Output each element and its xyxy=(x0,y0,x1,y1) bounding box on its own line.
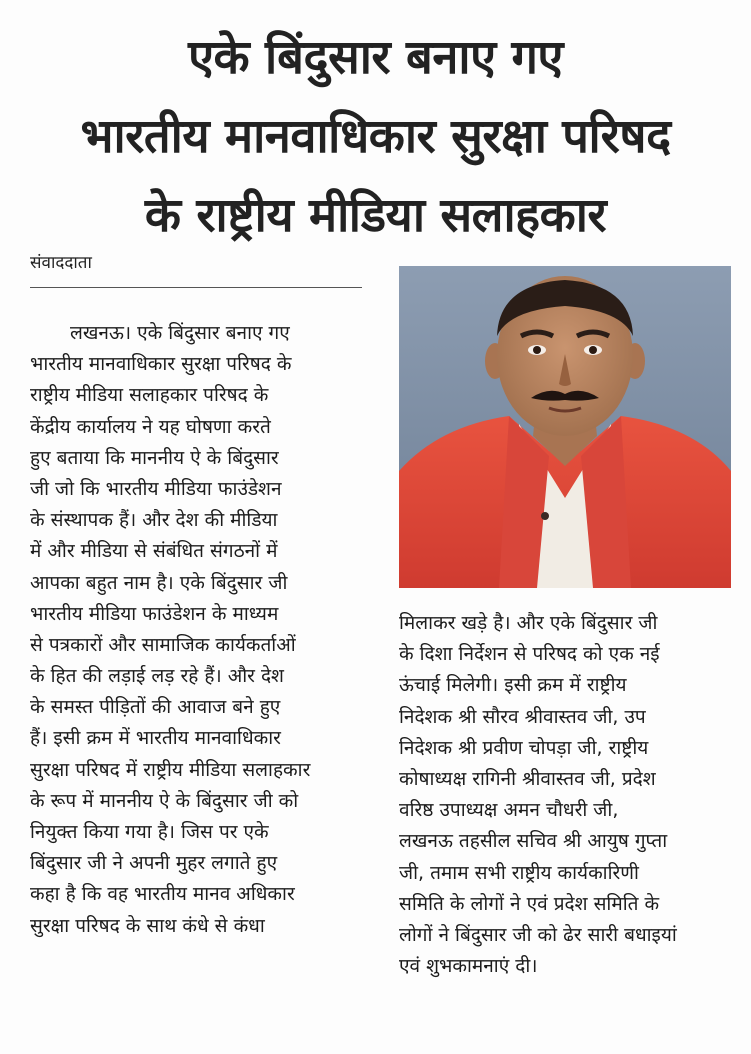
article-line: भारतीय मीडिया फाउंडेशन के माध्यम xyxy=(30,602,279,625)
headline-line-1: एके बिंदुसार बनाए गए xyxy=(188,30,563,85)
article-line: निदेशक श्री प्रवीण चोपड़ा जी, राष्ट्रीय xyxy=(399,736,649,759)
article-line: के समस्त पीड़ितों की आवाज बने हुए xyxy=(30,696,281,719)
article-column-left xyxy=(30,318,364,942)
article-line: जी जो कि भारतीय मीडिया फाउंडेशन xyxy=(30,477,282,500)
article-line: नियुक्त किया गया है। जिस पर एके xyxy=(30,821,269,843)
article-line: समिति के लोगों ने एवं प्रदेश समिति के xyxy=(399,892,660,915)
article-line: बिंदुसार जी ने अपनी मुहर लगाते हुए xyxy=(30,852,278,875)
article-line: राष्ट्रीय मीडिया सलाहकार परिषद के xyxy=(30,384,269,407)
byline: संवाददाता xyxy=(30,253,92,273)
article-line: के रूप में माननीय ऐ के बिंदुसार जी को xyxy=(30,789,299,812)
article-line: से पत्रकारों और सामाजिक कार्यकर्ताओं xyxy=(30,633,296,656)
article-line: केंद्रीय कार्यालय ने यह घोषणा करते xyxy=(30,415,271,438)
article-line: लोगों ने बिंदुसार जी को ढेर सारी बधाइयां xyxy=(399,923,677,946)
article-line: कोषाध्यक्ष रागिनी श्रीवास्तव जी, प्रदेश xyxy=(399,767,656,790)
article-line: हुए बताया कि माननीय ऐ के बिंदुसार xyxy=(30,446,279,469)
article-line: के दिशा निर्देशन से परिषद को एक नई xyxy=(399,643,660,666)
article-line: निदेशक श्री सौरव श्रीवास्तव जी, उप xyxy=(399,705,646,728)
article-line: के हित की लड़ाई लड़ रहे हैं। और देश xyxy=(30,665,284,688)
portrait-illustration xyxy=(399,266,731,588)
article-line: में और मीडिया से संबंधित संगठनों में xyxy=(30,540,278,563)
headline-line-3: के राष्ट्रीय मीडिया सलाहकार xyxy=(144,188,607,243)
article-line: भारतीय मानवाधिकार सुरक्षा परिषद के xyxy=(30,353,292,376)
article-line: लखनऊ। एके बिंदुसार बनाए गए xyxy=(70,322,290,344)
article-line: आपका बहुत नाम है। एके बिंदुसार जी xyxy=(30,571,288,594)
article-line: मिलाकर खड़े है। और एके बिंदुसार जी xyxy=(399,612,658,634)
portrait-photo xyxy=(399,266,731,588)
article-column-right xyxy=(399,608,733,982)
article-line: सुरक्षा परिषद के साथ कंधे से कंधा xyxy=(30,914,265,937)
byline-divider xyxy=(30,287,362,288)
article-line: एवं शुभकामनाएं दी। xyxy=(399,955,538,978)
article-line: हैं। इसी क्रम में भारतीय मानवाधिकार xyxy=(30,727,281,750)
article-line: सुरक्षा परिषद में राष्ट्रीय मीडिया सलाहकार xyxy=(30,758,311,781)
article-line: वरिष्ठ उपाध्यक्ष अमन चौधरी जी, xyxy=(399,799,619,822)
article-line: ऊंचाई मिलेगी। इसी क्रम में राष्ट्रीय xyxy=(399,674,627,697)
headline-line-2: भारतीय मानवाधिकार सुरक्षा परिषद xyxy=(80,109,671,164)
article-line: कहा है कि वह भारतीय मानव अधिकार xyxy=(30,883,295,906)
article-line: जी, तमाम सभी राष्ट्रीय कार्यकारिणी xyxy=(399,861,639,884)
article-line: लखनऊ तहसील सचिव श्री आयुष गुप्ता xyxy=(399,830,668,853)
headline xyxy=(10,18,741,255)
article-line: के संस्थापक हैं। और देश की मीडिया xyxy=(30,509,278,532)
